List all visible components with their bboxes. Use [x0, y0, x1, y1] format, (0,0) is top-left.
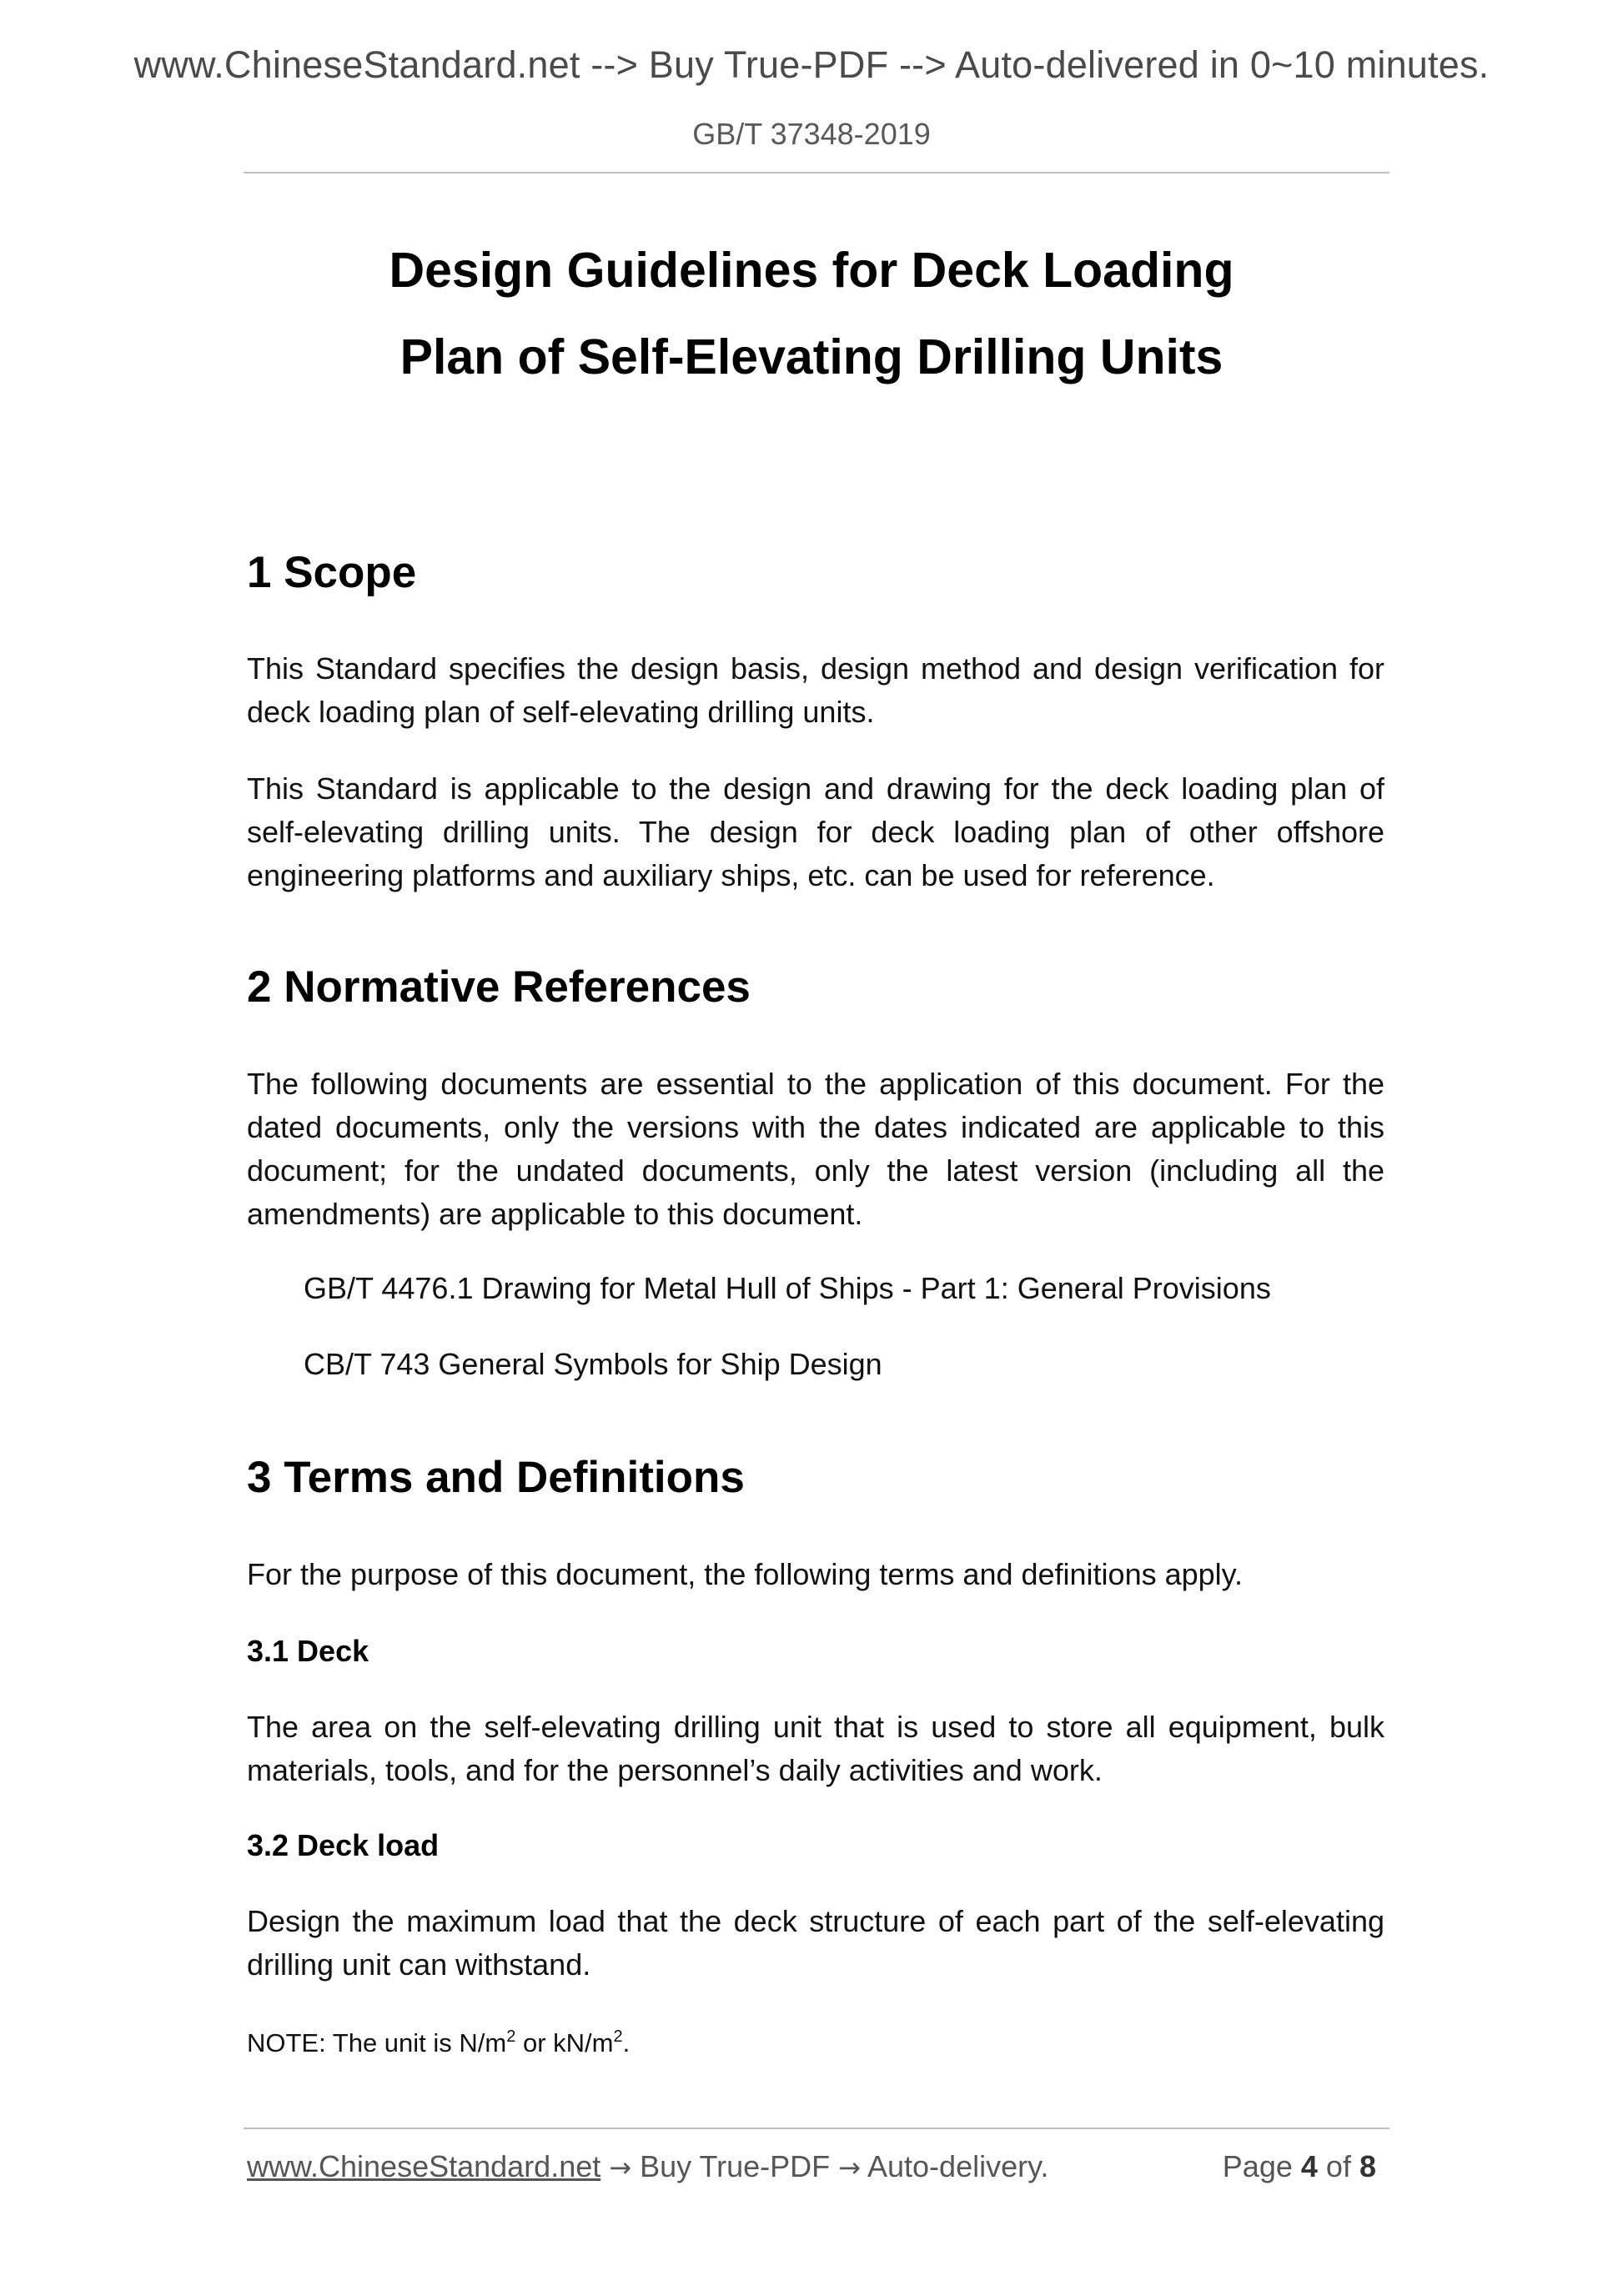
top-banner: www.ChineseStandard.net --> Buy True-PDF --> Auto-delivered in 0~10 minutes.	[133, 43, 1490, 86]
superscript: 2	[506, 2027, 516, 2046]
section-terms-heading: 3 Terms and Definitions	[247, 1453, 745, 1502]
note-text: NOTE: The unit is N/m	[247, 2028, 507, 2057]
scope-paragraph-1: This Standard specifies the design basis, design method and design verification for deck loading plan of self-elevating drilling units.	[247, 651, 1384, 729]
arrow-icon: →	[838, 2152, 861, 2183]
scope-paragraph-2: This Standard is applicable to the design and drawing for the deck loading plan of self-elevating drilling units. The design for deck loading plan of other offshore engineering platforms and auxiliary ships, etc. can be used for reference.	[247, 771, 1384, 892]
title-line-1: Design Guidelines for Deck Loading	[389, 243, 1234, 298]
footer-left	[247, 2149, 1048, 2184]
document-title	[0, 227, 1623, 400]
page-label: Page	[1222, 2149, 1293, 2183]
normative-paragraph: The following documents are essential to the application of this document. For the dated documents, only the versions with the dates indicated are applicable to this document; for the undated documents, only the latest version (including all the amendments) are applicable to this document.	[247, 1067, 1384, 1231]
total-pages: 8	[1359, 2149, 1376, 2183]
unit-note	[247, 2025, 630, 2062]
term-deck-heading: 3.1 Deck	[247, 1634, 369, 1668]
page-number: 4	[1300, 2149, 1318, 2183]
of-label: of	[1325, 2149, 1351, 2183]
note-text: .	[622, 2028, 631, 2057]
term-deck-load-heading: 3.2 Deck load	[247, 1828, 440, 1862]
footer-rule	[244, 2128, 1389, 2129]
standard-code: GB/T 37348-2019	[692, 117, 931, 151]
section-scope-heading: 1 Scope	[247, 548, 417, 597]
header-rule	[244, 172, 1389, 173]
reference-item: GB/T 4476.1 Drawing for Metal Hull of Ships - Part 1: General Provisions	[304, 1271, 1271, 1305]
terms-intro: For the purpose of this document, the following terms and definitions apply.	[247, 1557, 1243, 1591]
superscript: 2	[613, 2027, 623, 2046]
note-text: or kN/m	[515, 2028, 614, 2057]
title-line-2: Plan of Self-Elevating Drilling Units	[399, 329, 1224, 384]
term-deck-definition: The area on the self-elevating drilling unit that is used to store all equipment, bulk materials, tools, and for the personnel’s daily activities and work.	[247, 1710, 1384, 1787]
reference-item: CB/T 743 General Symbols for Ship Design	[304, 1347, 882, 1381]
section-normative-heading: 2 Normative References	[247, 962, 751, 1012]
page-indicator	[1223, 2149, 1376, 2184]
footer-delivery-text: Auto-delivery.	[867, 2149, 1049, 2183]
footer-link[interactable]: www.ChineseStandard.net	[247, 2149, 601, 2183]
arrow-icon: →	[609, 2152, 632, 2183]
footer-buy-text: Buy True-PDF	[640, 2149, 831, 2183]
term-deck-load-definition: Design the maximum load that the deck structure of each part of the self-elevating drilling unit can withstand.	[247, 1904, 1384, 1982]
